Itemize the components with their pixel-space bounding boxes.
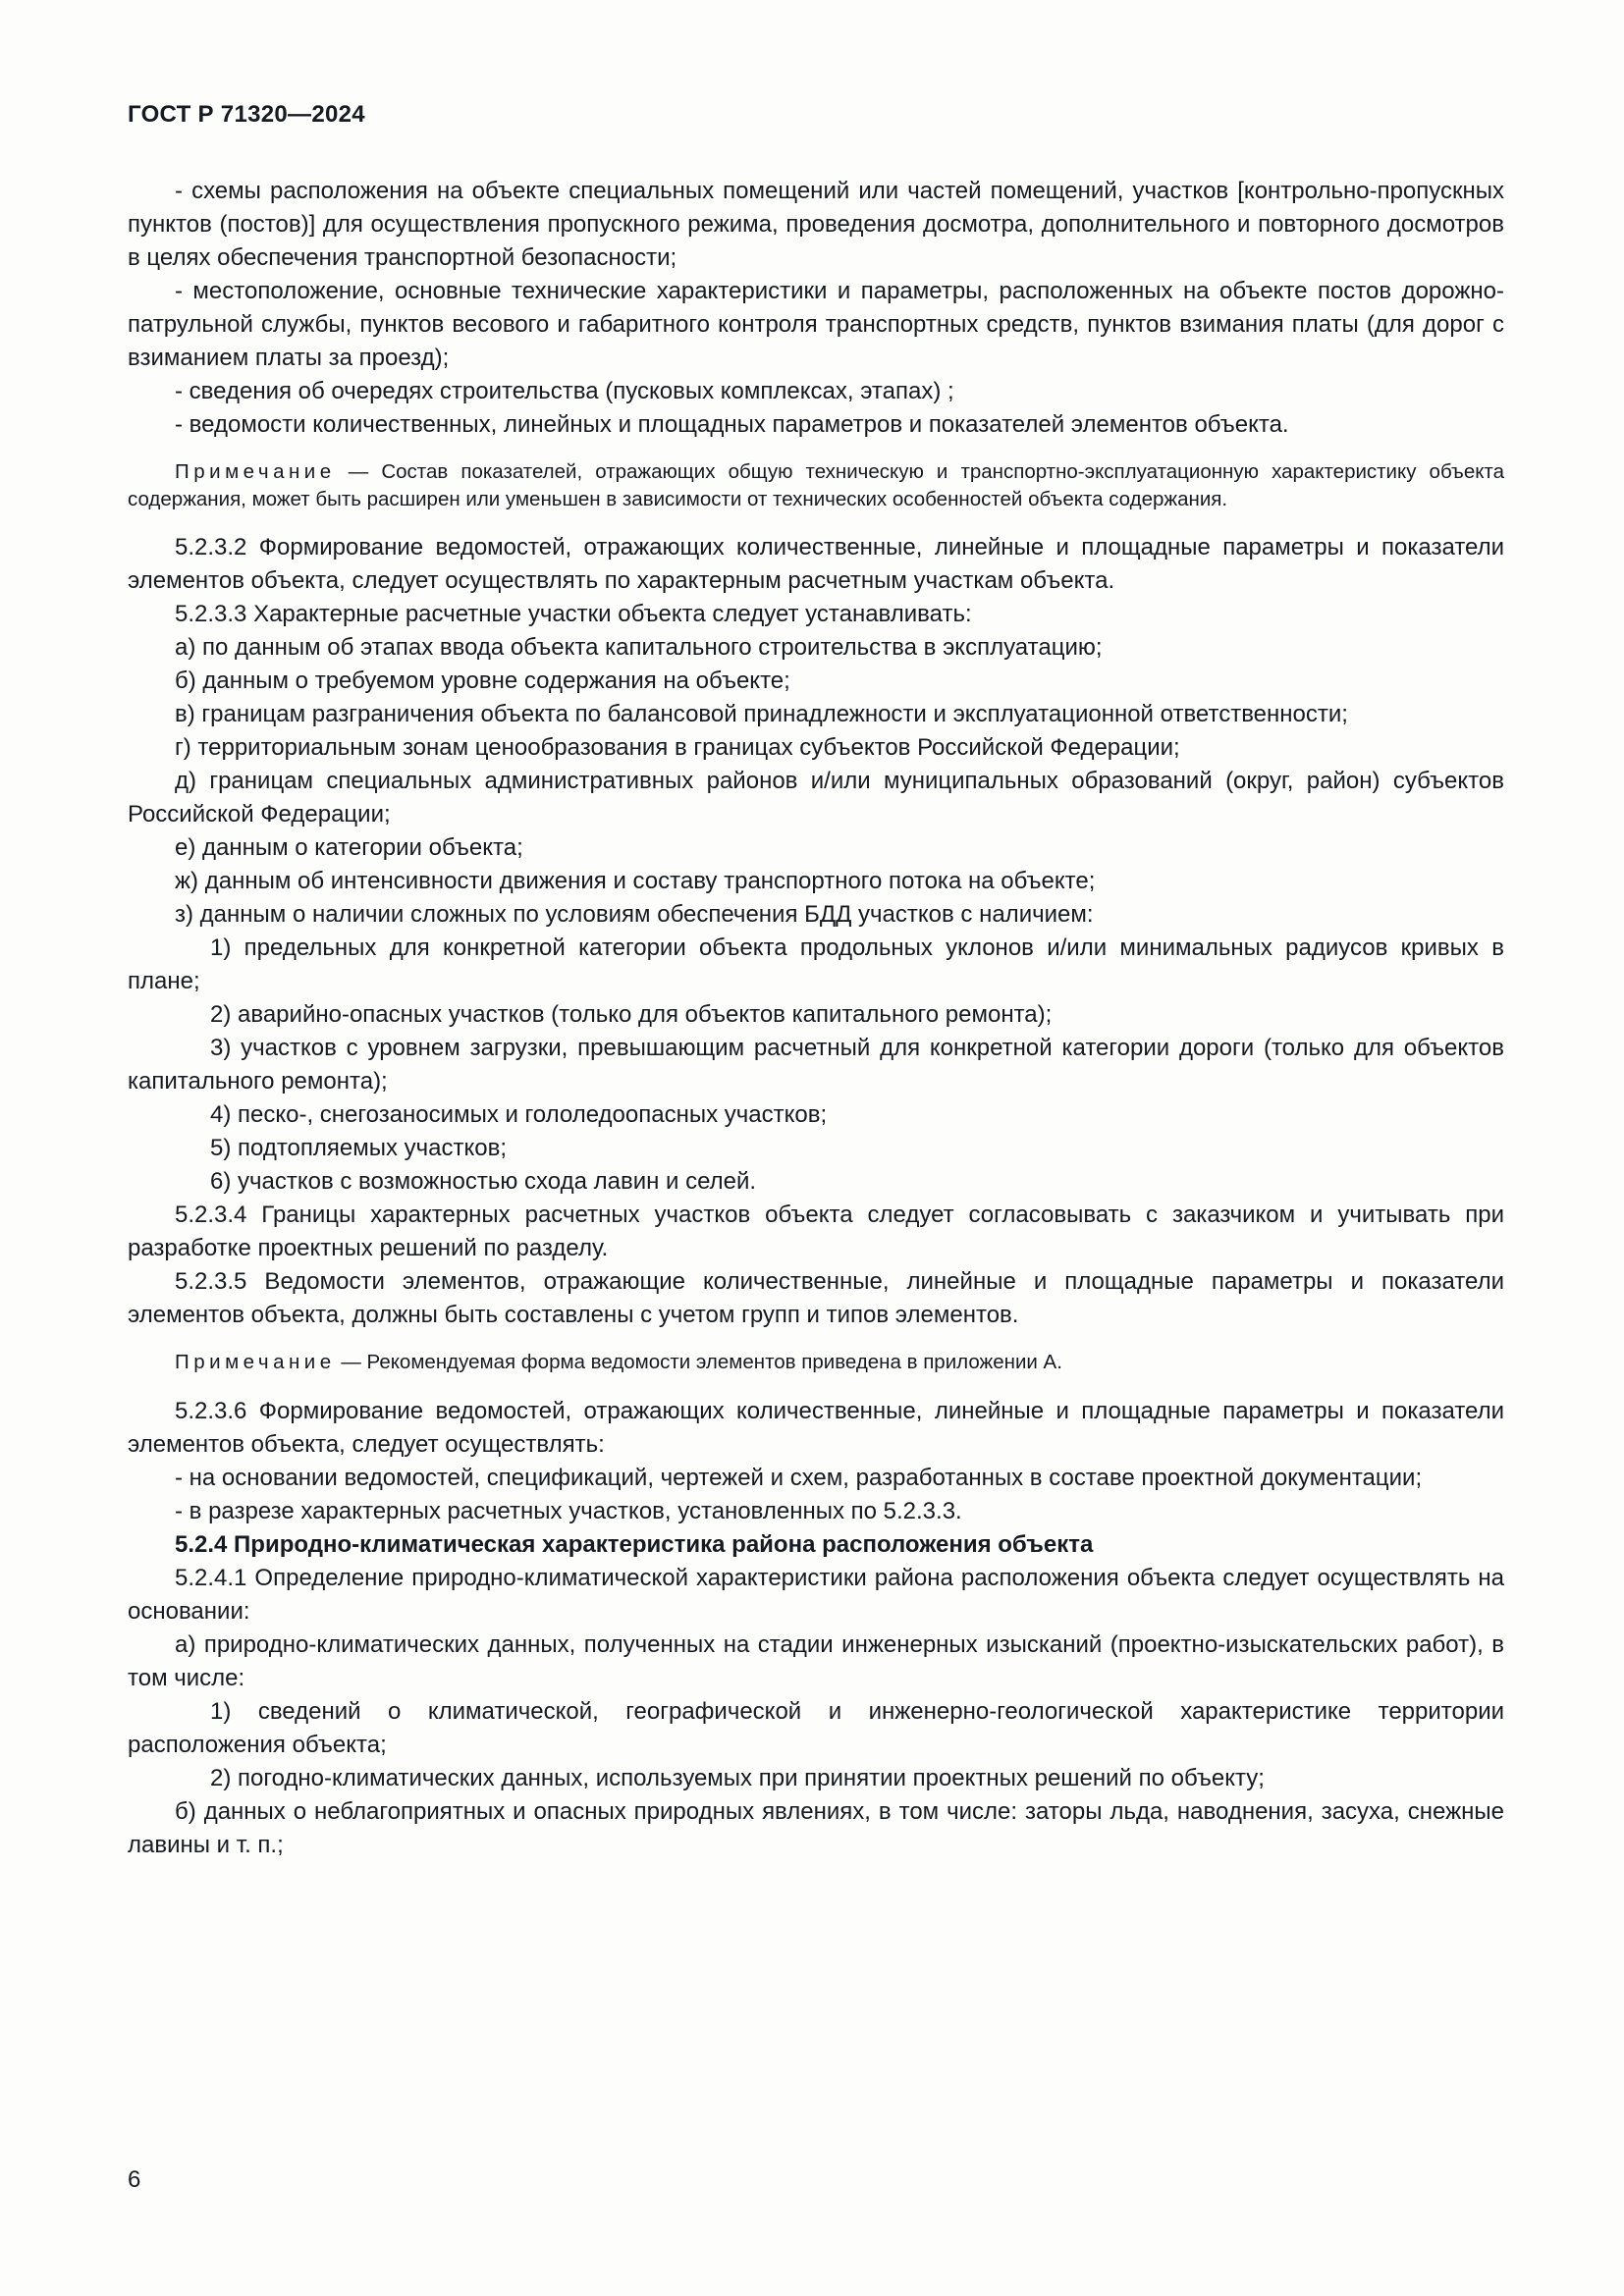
paragraph: 5.2.3.2 Формирование ведомостей, отражающих количественные, линейные и площадные параметры и показатели элементов объекта, следует осуществлять по характерным расчетным участкам объекта. bbox=[128, 534, 1504, 594]
paragraph: а) природно-климатических данных, полученных на стадии инженерных изысканий (проектно-изыскательских работ), в том числе: bbox=[128, 1630, 1504, 1691]
paragraph: г) территориальным зонам ценообразования в границах субъектов Российской Федерации; bbox=[175, 734, 1180, 761]
paragraph: а) по данным об этапах ввода объекта капитального строительства в эксплуатацию; bbox=[175, 634, 1103, 661]
note-paragraph: Примечание — Рекомендуемая форма ведомости элементов приведена в приложении А. bbox=[175, 1351, 1062, 1373]
paragraph: 5.2.3.5 Ведомости элементов, отражающие количественные, линейные и площадные параметры и показатели элементов объекта, должны быть составлены с учетом групп и типов элементов. bbox=[128, 1268, 1504, 1328]
paragraph: е) данным о категории объекта; bbox=[175, 834, 523, 861]
page-number: 6 bbox=[128, 2166, 141, 2193]
list-sub-item: 3) участков с уровнем загрузки, превышающим расчетный для конкретной категории дороги (только для объектов капитального ремонта); bbox=[128, 1035, 1504, 1095]
paragraph: 5.2.3.4 Границы характерных расчетных участков объекта следует согласовывать с заказчиком и учитывать при разработке проектных решений по разделу. bbox=[128, 1201, 1504, 1261]
paragraph: б) данным о требуемом уровне содержания на объекте; bbox=[175, 667, 790, 694]
paragraph: з) данным о наличии сложных по условиям обеспечения БДД участков с наличием: bbox=[175, 901, 1094, 928]
paragraph: б) данных о неблагоприятных и опасных природных явлениях, в том числе: заторы льда, наводнения, засуха, снежные лавины и т. п.; bbox=[128, 1797, 1504, 1858]
paragraph: д) границам специальных административных районов и/или муниципальных образований (округ, район) субъектов Российской Федерации; bbox=[128, 768, 1504, 828]
note-paragraph: Примечание — Состав показателей, отражающих общую техническую и транспортно-эксплуатационную характеристику объекта содержания, может быть расширен или уменьшен в зависимости от технических особенностей объекта содержания. bbox=[128, 460, 1504, 510]
paragraph: 5.2.3.6 Формирование ведомостей, отражающих количественные, линейные и площадные параметры и показатели элементов объекта, следует осуществлять: bbox=[128, 1397, 1504, 1458]
paragraph: 5.2.4.1 Определение природно-климатической характеристики района расположения объекта следует осуществлять на основании: bbox=[128, 1564, 1504, 1625]
paragraph: - местоположение, основные технические характеристики и параметры, расположенных на объекте постов дорожно-патрульной службы, пунктов весового и габаритного контроля транспортных средств, пунктов взимания платы (для дорог с взиманием платы за проезд); bbox=[128, 278, 1504, 371]
paragraph: - в разрезе характерных расчетных участков, установленных по 5.2.3.3. bbox=[175, 1497, 962, 1524]
paragraph: ж) данным об интенсивности движения и составу транспортного потока на объекте; bbox=[175, 868, 1096, 894]
paragraph: 5.2.3.3 Характерные расчетные участки объекта следует устанавливать: bbox=[175, 601, 972, 627]
list-sub-item: 1) сведений о климатической, географической и инженерно-геологической характеристике территории расположения объекта; bbox=[128, 1697, 1504, 1758]
list-sub-item: 1) предельных для конкретной категории объекта продольных уклонов и/или минимальных радиусов кривых в плане; bbox=[128, 934, 1504, 994]
paragraph: в) границам разграничения объекта по балансовой принадлежности и эксплуатационной ответственности; bbox=[175, 701, 1348, 727]
note-label: Примечание bbox=[175, 460, 336, 483]
list-sub-item: 2) аварийно-опасных участков (только для объектов капитального ремонта); bbox=[210, 1001, 1053, 1028]
section-heading: 5.2.4 Природно-климатическая характеристика района расположения объекта bbox=[175, 1530, 1094, 1558]
list-sub-item: 5) подтопляемых участков; bbox=[210, 1135, 508, 1161]
paragraph: - сведения об очередях строительства (пусковых комплексах, этапах) ; bbox=[175, 378, 954, 404]
document-code-header: ГОСТ Р 71320—2024 bbox=[128, 101, 365, 128]
paragraph: - схемы расположения на объекте специальных помещений или частей помещений, участков [контрольно-пропускных пунктов (постов)] для осуществления пропускного режима, проведения досмотра, дополнительного и повторного досмотров в целях обеспечения транспортной безопасности; bbox=[128, 178, 1504, 271]
note-label: Примечание bbox=[175, 1351, 336, 1373]
paragraph: - на основании ведомостей, спецификаций, чертежей и схем, разработанных в составе проектной документации; bbox=[175, 1464, 1423, 1491]
list-sub-item: 4) песко-, снегозаносимых и гололедоопасных участков; bbox=[210, 1101, 828, 1128]
list-sub-item: 6) участков с возможностью схода лавин и селей. bbox=[210, 1168, 757, 1195]
list-sub-item: 2) погодно-климатических данных, используемых при принятии проектных решений по объекту; bbox=[210, 1764, 1265, 1791]
paragraph: - ведомости количественных, линейных и площадных параметров и показателей элементов объекта. bbox=[175, 411, 1289, 438]
document-body bbox=[128, 175, 1504, 1862]
